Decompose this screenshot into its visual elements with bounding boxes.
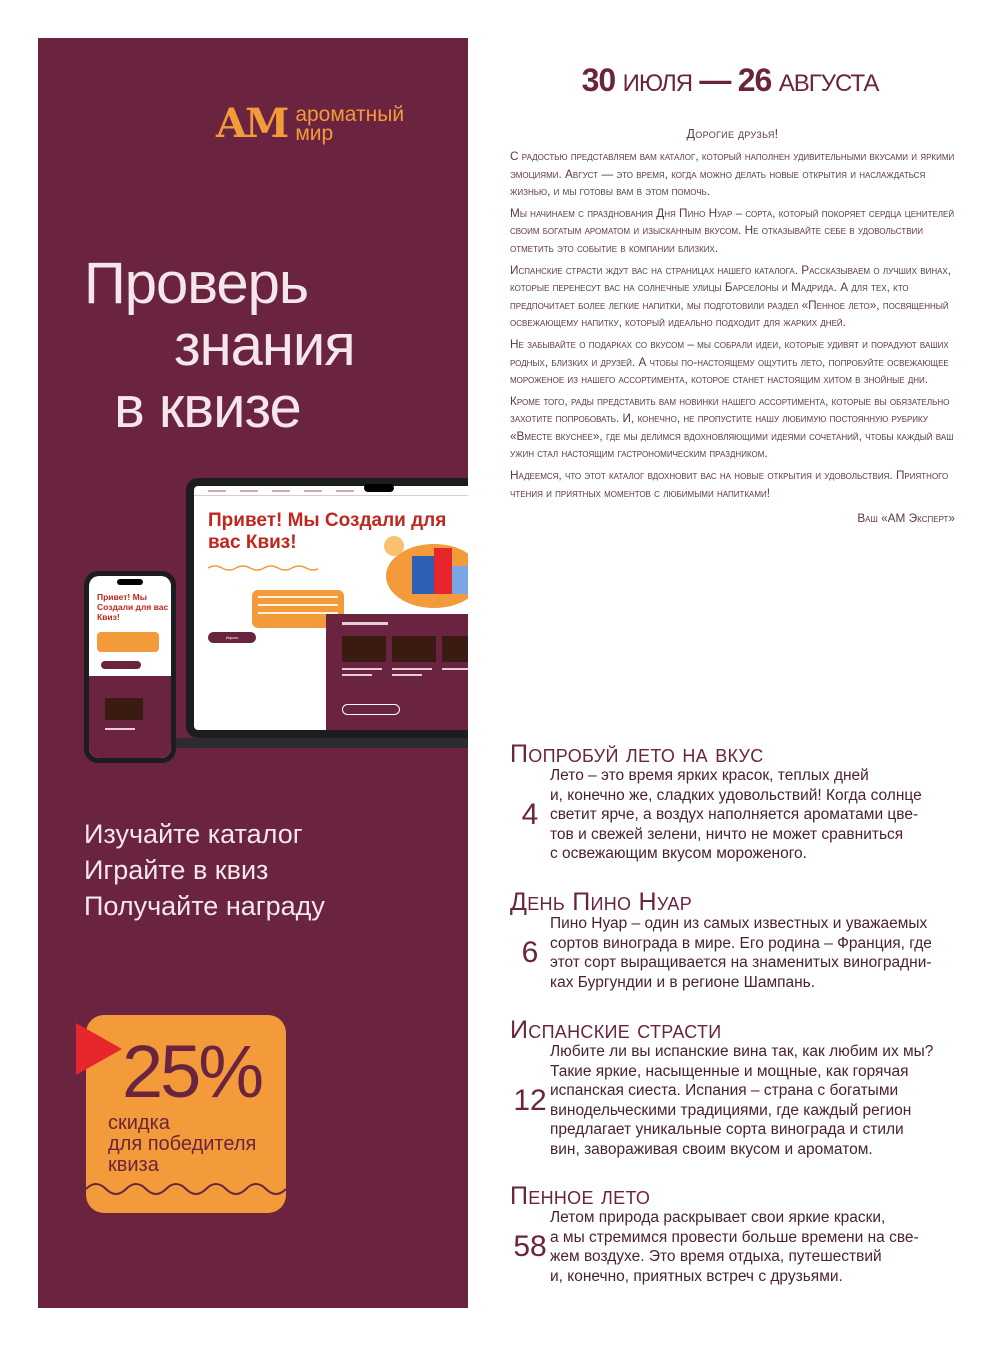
hero-line-1: Проверь [84, 251, 309, 316]
flag-icon [76, 1023, 122, 1075]
wave-decoration [208, 564, 318, 572]
toc-description: Лето – это время ярких красок, теплых дней и, конечно же, сладких удовольствий! Когда солнце светит ярче, а воздух наполняется ароматами цве- тов и свежей зелени, ничто не может сравниться с освежающим вкусом мороженого. [550, 767, 922, 863]
letter-paragraph: Не забывайте о подарках со вкусом – мы собрали идеи, которые удивят и порадуют ваших родных, близких и друзей. А чтобы по-настоящему ощутить лето, попробуйте освежающее мороженое из нашего ассортимента, которое станет настоящим хитом в знойные дни. [510, 337, 949, 386]
letter-paragraph: Кроме того, рады представить вам новинки нашего ассортимента, которые вы обязательно захотите попробовать. И, конечно, не пропустите нашу любимую постоянную рубрику «Вместе вкуснее», где мы делимся вдохновляющими идеями сочетаний, чтобы каждый ваш ужин стал настоящим гастрономическим праздником. [510, 394, 954, 461]
hero-title [84, 253, 454, 439]
toc-page-number: 4 [521, 797, 539, 831]
phone-island [117, 579, 143, 585]
toc-title: День Пино Нуар [510, 888, 693, 916]
letter-greeting: Дорогие друзья! [686, 127, 779, 141]
screen-panel [326, 614, 468, 730]
laptop-frame [186, 478, 468, 738]
letter-signature: Ваш «АМ Эксперт» [857, 510, 955, 525]
toc-description: Пино Нуар – один из самых известных и уважаемых сортов винограда в мире. Его родина – Франция, где этот сорт выращивается на знаменитых виноградни- ках Бургундии и в регионе Шампань. [550, 915, 932, 991]
logo-line-1: ароматный [295, 102, 405, 126]
logo-wordmark [295, 102, 405, 145]
date-end-day: 26 [737, 62, 772, 98]
toc-title: Испанские страсти [510, 1016, 722, 1044]
discount-line-2: для победителя [108, 1133, 257, 1155]
phone-mockup [84, 571, 176, 763]
date-start-month: ИЮЛЯ [622, 70, 693, 97]
logo-mark: AM [216, 100, 288, 147]
toc-page-number: 12 [513, 1083, 547, 1117]
toc-section[interactable] [510, 740, 960, 864]
hero-line-2: знания [174, 313, 355, 378]
laptop-base [166, 738, 468, 748]
cta-item: Играйте в квиз [84, 855, 269, 885]
toc-page-number: 58 [513, 1230, 547, 1264]
letter-paragraph: Испанские страсти ждут вас на страницах нашего каталога. Рассказываем о лучших винах, которые перенесут вас на солнечные улицы Барселоны и Мадрида. А для тех, кто предпочитает более легкие напитки, мы подготовили раздел «Пенное лето», посвященный освежающему напитку, который идеально подходит для жарких дней. [510, 263, 952, 329]
letter-paragraph: С радостью представляем вам каталог, который наполнен удивительными вкусами и яркими эмоциями. Август — это время, когда можно делать новые открытия и наслаждаться жизнью, и мы готовы вам в этом помочь. [510, 149, 955, 198]
play-button[interactable]: Играть [208, 632, 256, 643]
discount-line-3: квиза [108, 1154, 159, 1176]
screen-nav [194, 486, 468, 496]
cta-item: Получайте награду [84, 891, 325, 921]
date-dash: — [699, 62, 731, 98]
discount-percent: 25% [122, 1030, 262, 1113]
date-end-month: АВГУСТА [778, 70, 879, 97]
date-range [540, 62, 920, 99]
date-start-day: 30 [581, 62, 616, 98]
more-button[interactable] [342, 704, 400, 715]
logo-line-2: мир [295, 121, 334, 145]
toc-section[interactable] [510, 888, 960, 992]
promo-panel [38, 38, 468, 1308]
wave-decoration [86, 1179, 286, 1199]
laptop-mockup [186, 478, 468, 758]
letter-paragraph: Надеемся, что этот каталог вдохновит вас на новые открытия и удовольствия. Приятного чтения и приятных моментов с любимыми напитками! [510, 468, 949, 500]
cta-list [84, 816, 325, 924]
discount-description [108, 1113, 256, 1176]
toc-page-number: 6 [521, 936, 539, 970]
toc-title: Пенное лето [510, 1182, 651, 1210]
hero-line-3: в квизе [114, 375, 301, 440]
toc-section[interactable] [510, 1016, 960, 1160]
toc-description: Любите ли вы испанские вина так, как любим их мы? Такие яркие, насыщенные и мощные, как горячая испанская сиеста. Испания – страна с богатыми винодельческими традициями, где каждый регион предлагает уникальные сорта винограда и стили вин, завораживая своим вкусом и ароматом. [550, 1043, 934, 1158]
letter-paragraph: Мы начинаем с празднования Дня Пино Нуар – сорта, который покоряет сердца ценителей своим богатым ароматом и изысканным вкусом. Не отказывайте себе в удовольствии отметить это событие в компании близких. [510, 206, 955, 255]
cta-item: Изучайте каталог [84, 819, 303, 849]
brand-logo [216, 100, 404, 147]
toc-description: Летом природа раскрывает свои яркие краски, а мы стремимся провести больше времени на све- жем воздухе. Это время отдыха, путешествий и, конечно, приятных встреч с друзьями. [550, 1209, 919, 1285]
phone-screen [89, 576, 171, 758]
toc-section[interactable] [510, 1182, 960, 1286]
laptop-notch [364, 484, 394, 492]
toc-title: Попробуй лето на вкус [510, 740, 764, 768]
phone-headline: Привет! Мы Создали для вас Квиз! [97, 592, 169, 622]
phone-play-button[interactable] [101, 661, 141, 669]
laptop-headline: Привет! Мы Создали для вас Квиз! [208, 510, 447, 553]
phone-info-card [97, 632, 159, 652]
discount-line-1: скидка [108, 1112, 170, 1134]
editorial-letter [510, 126, 955, 527]
phone-panel [89, 676, 171, 758]
laptop-screen [194, 486, 468, 730]
